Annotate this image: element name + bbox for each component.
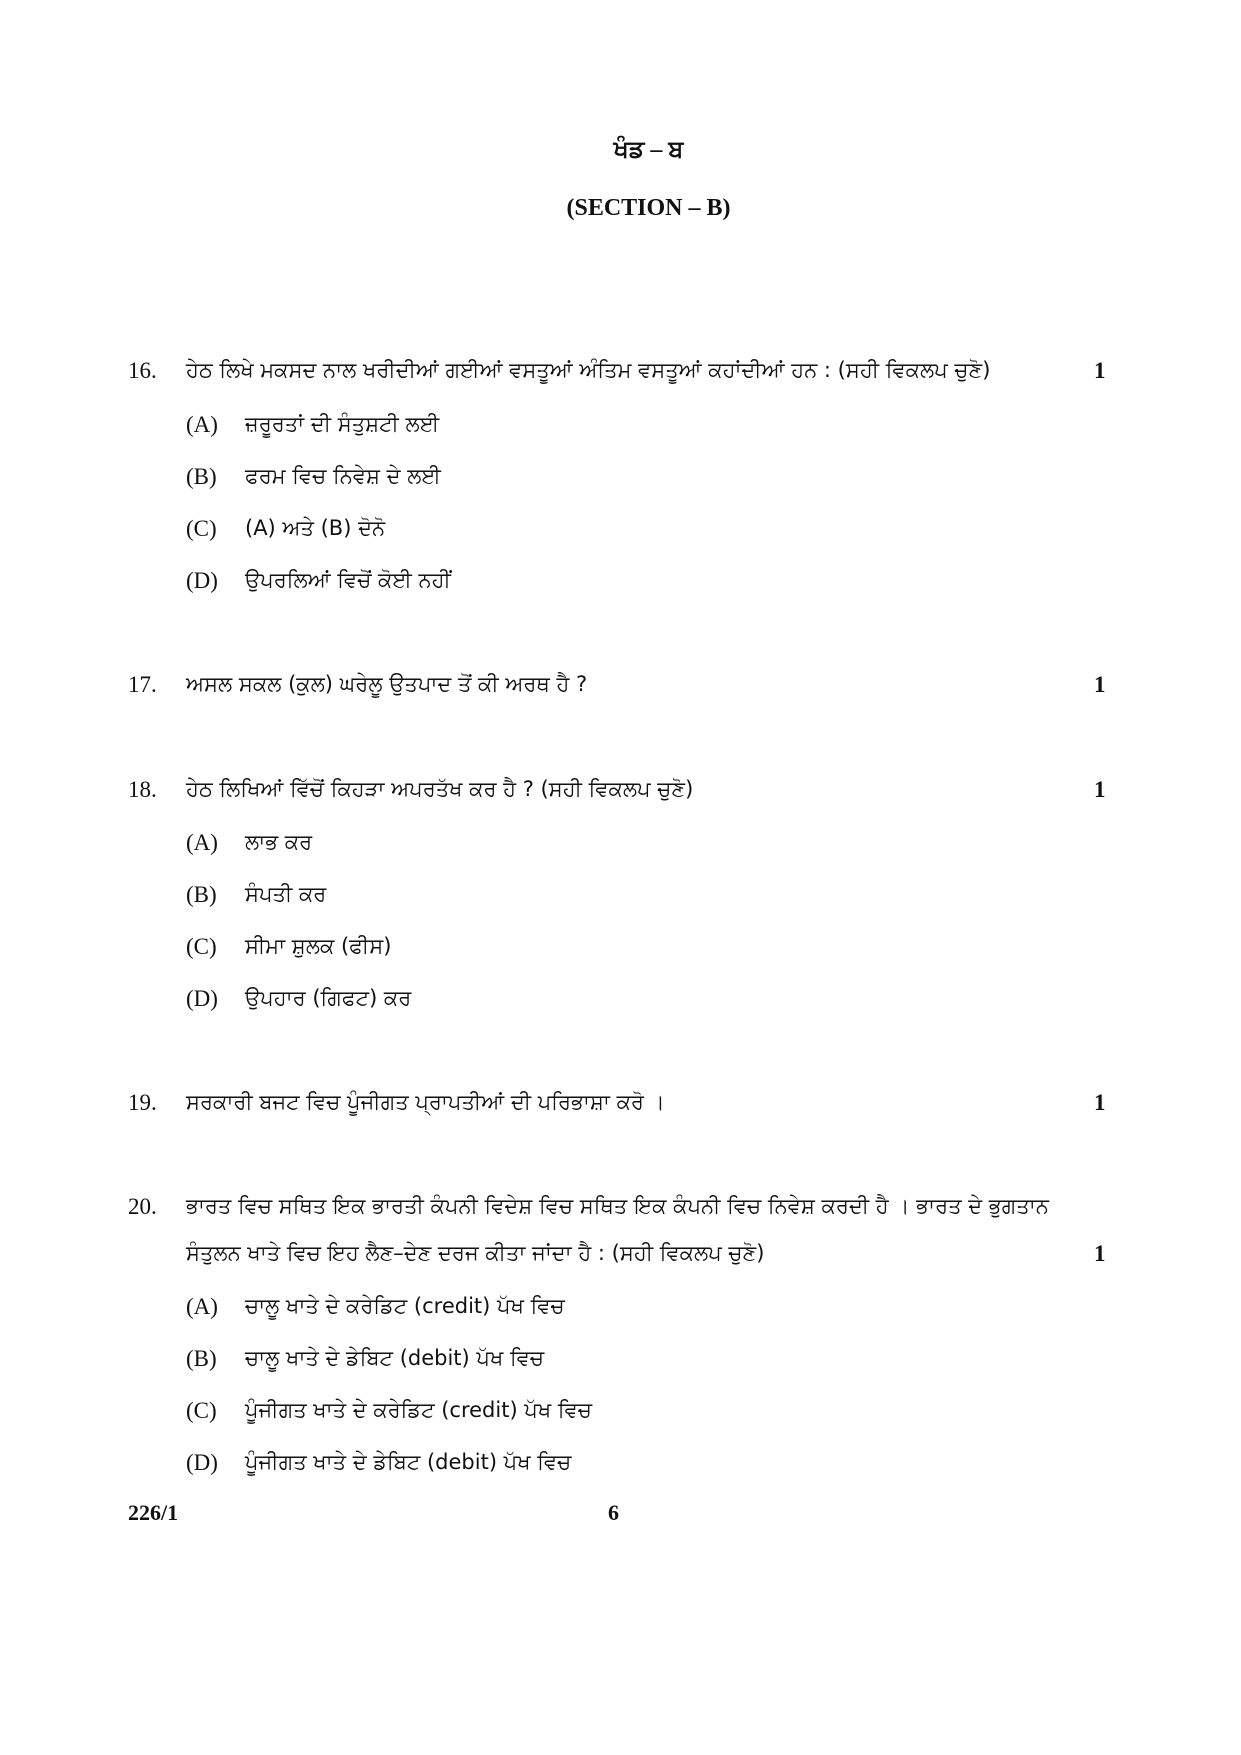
option-label: (C): [186, 934, 217, 959]
question-text: ਸਰਕਾਰੀ ਬਜਟ ਵਿਚ ਪੂੰਜੀਗਤ ਪ੍ਰਾਪਤੀਆਂ ਦੀ ਪਰਿਭਾਸ਼ਾ ਕਰੋ ।: [186, 1090, 665, 1114]
option-label: (D): [186, 1450, 218, 1475]
option-label: (C): [186, 1398, 217, 1423]
question-number: 18.: [128, 777, 157, 802]
option-label: (A): [186, 1294, 218, 1319]
option-label: (D): [186, 986, 218, 1011]
question-text: ਹੇਠ ਲਿਖਿਆਂ ਵਿੱਚੋਂ ਕਿਹੜਾ ਅਪਰਤੱਖ ਕਰ ਹੈ ? (ਸਹੀ ਵਿਕਲਪ ਚੁਣੋ): [186, 777, 694, 801]
option-label: (C): [186, 516, 217, 541]
page-number: 6: [608, 1500, 619, 1525]
section-title-punjabi: ਖੰਡ – ਬ: [613, 137, 684, 163]
option-text: ਜ਼ਰੂਰਤਾਂ ਦੀ ਸੰਤੁਸ਼ਟੀ ਲਈ: [245, 412, 440, 436]
option-label: (A): [186, 412, 218, 437]
option-text: ਲਾਭ ਕਰ: [245, 830, 313, 854]
question-number: 17.: [128, 672, 157, 697]
question-number: 16.: [128, 358, 157, 383]
option-text: (A) ਅਤੇ (B) ਦੋਨੋ: [245, 516, 386, 540]
question-marks: 1: [1094, 777, 1106, 802]
option-text: ਪੂੰਜੀਗਤ ਖਾਤੇ ਦੇ ਕਰੇਡਿਟ (credit) ਪੱਖ ਵਿਚ: [245, 1398, 592, 1422]
option-label: (B): [186, 464, 217, 489]
option-label: (B): [186, 882, 217, 907]
option-label: (B): [186, 1346, 217, 1371]
question-number: 19.: [128, 1090, 157, 1115]
option-text: ਚਾਲੂ ਖਾਤੇ ਦੇ ਕਰੇਡਿਟ (credit) ਪੱਖ ਵਿਚ: [245, 1294, 565, 1318]
question-text: ਹੇਠ ਲਿਖੇ ਮਕਸਦ ਨਾਲ ਖਰੀਦੀਆਂ ਗਈਆਂ ਵਸਤੂਆਂ ਅੰਤਿਮ ਵਸਤੂਆਂ ਕਹਾਂਦੀਆਂ ਹਨ : (ਸਹੀ ਵਿਕਲਪ ਚੁਣੋ): [186, 358, 991, 382]
option-text: ਉਪਹਾਰ (ਗਿਫਟ) ਕਰ: [245, 986, 412, 1010]
question-text-line2: ਸੰਤੁਲਨ ਖਾਤੇ ਵਿਚ ਇਹ ਲੈਣ–ਦੇਣ ਦਰਜ ਕੀਤਾ ਜਾਂਦਾ ਹੈ : (ਸਹੀ ਵਿਕਲਪ ਚੁਣੋ): [186, 1241, 765, 1265]
question-text: ਅਸਲ ਸਕਲ (ਕੁਲ) ਘਰੇਲੂ ਉਤਪਾਦ ਤੋਂ ਕੀ ਅਰਥ ਹੈ ?: [186, 672, 588, 696]
question-text-line1: ਭਾਰਤ ਵਿਚ ਸਥਿਤ ਇਕ ਭਾਰਤੀ ਕੰਪਨੀ ਵਿਦੇਸ਼ ਵਿਚ ਸਥਿਤ ਇਕ ਕੰਪਨੀ ਵਿਚ ਨਿਵੇਸ਼ ਕਰਦੀ ਹੈ । ਭਾਰਤ ਦੇ ਭੁਗਤਾਨ: [186, 1194, 1049, 1218]
section-title-english: (SECTION – B): [566, 195, 731, 221]
option-text: ਉਪਰਲਿਆਂ ਵਿਚੋਂ ਕੋਈ ਨਹੀਂ: [245, 568, 451, 592]
option-label: (D): [186, 568, 218, 593]
option-text: ਸੀਮਾ ਸ਼ੁਲਕ (ਫੀਸ): [245, 934, 392, 958]
option-label: (A): [186, 830, 218, 855]
option-text: ਫਰਮ ਵਿਚ ਨਿਵੇਸ਼ ਦੇ ਲਈ: [245, 464, 441, 488]
question-marks: 1: [1094, 358, 1106, 383]
question-marks: 1: [1094, 1241, 1106, 1266]
question-marks: 1: [1094, 1090, 1106, 1115]
question-number: 20.: [128, 1194, 157, 1219]
question-marks: 1: [1094, 672, 1106, 697]
option-text: ਚਾਲੂ ਖਾਤੇ ਦੇ ਡੇਬਿਟ (debit) ਪੱਖ ਵਿਚ: [245, 1346, 545, 1370]
option-text: ਪੂੰਜੀਗਤ ਖਾਤੇ ਦੇ ਡੇਬਿਟ (debit) ਪੱਖ ਵਿਚ: [245, 1450, 572, 1474]
paper-code: 226/1: [128, 1500, 179, 1525]
option-text: ਸੰਪਤੀ ਕਰ: [245, 882, 327, 906]
